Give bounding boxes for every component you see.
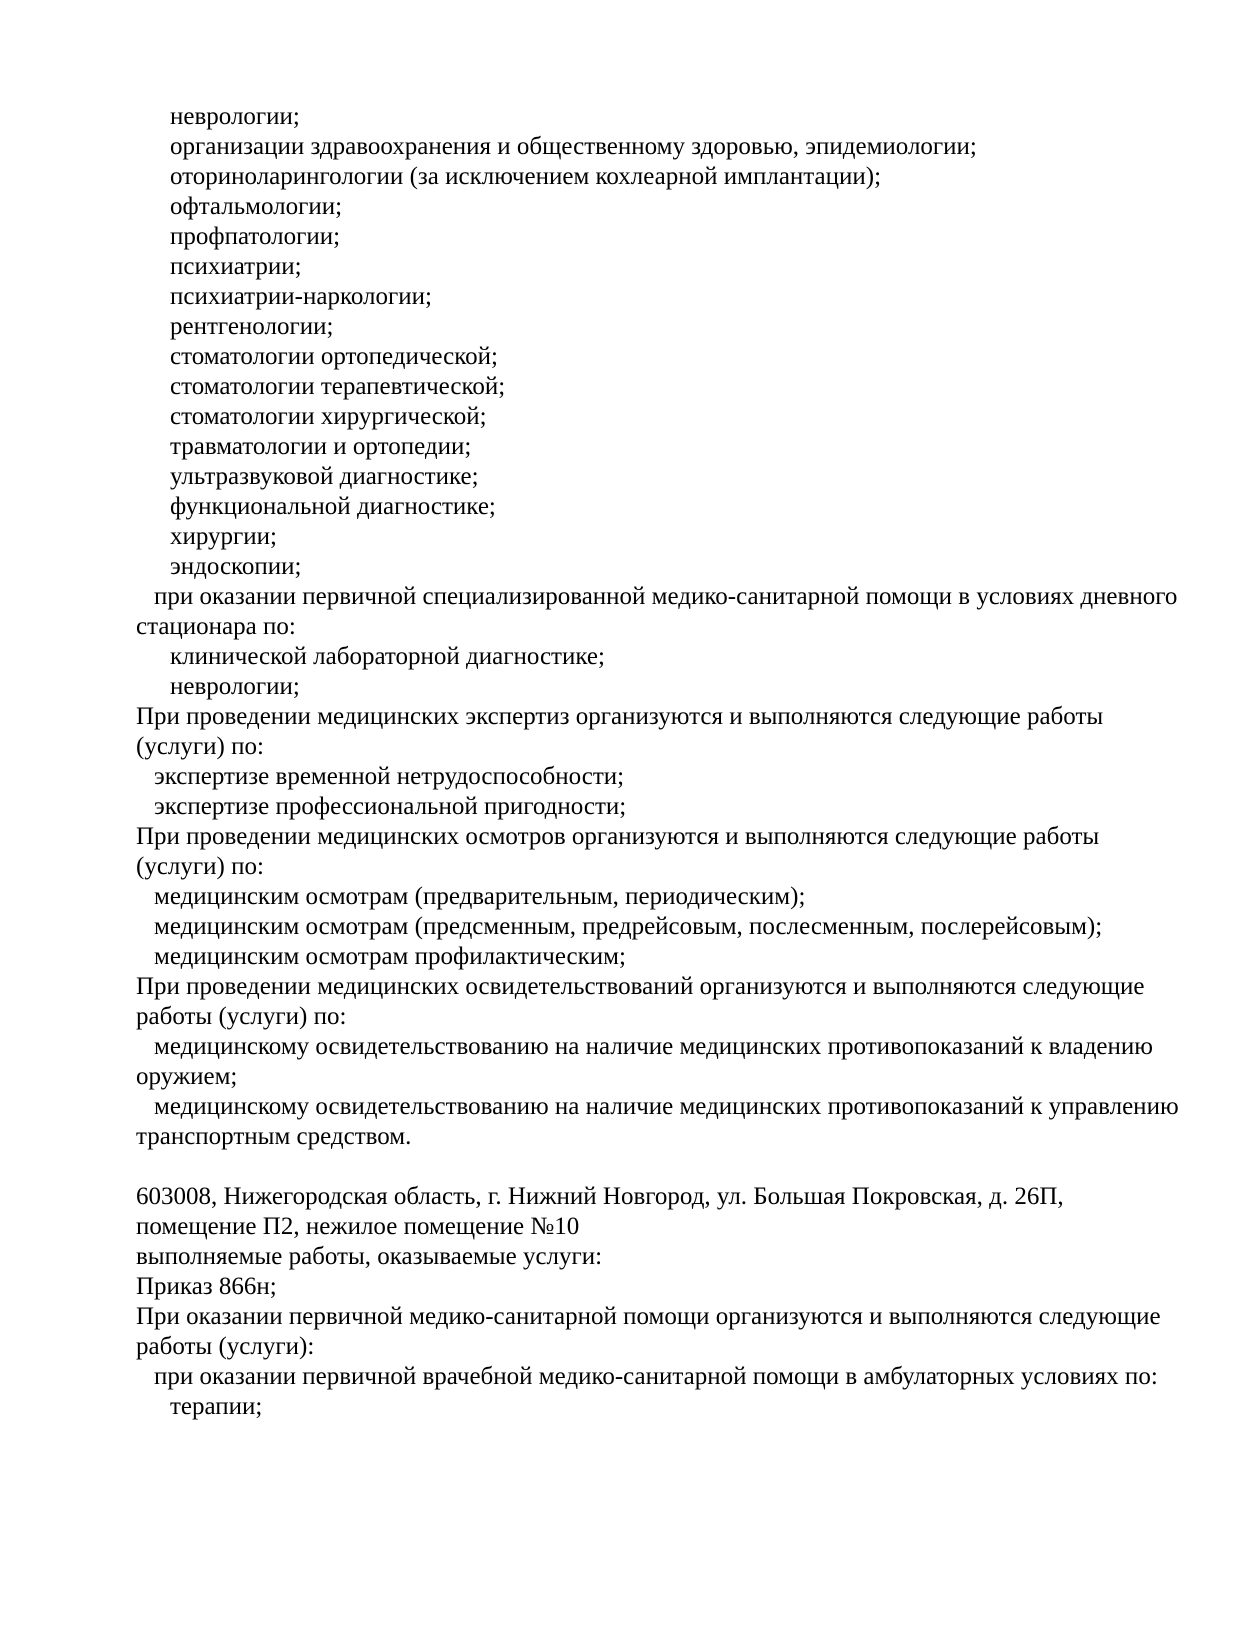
document-line: эндоскопии; [170,553,302,580]
document-line: функциональной диагностике; [170,493,496,520]
document-line: 603008, Нижегородская область, г. Нижний Новгород, ул. Большая Покровская, д. 26П, [136,1183,1064,1210]
document-line: (услуги) по: [136,853,264,880]
document-line: оружием; [136,1063,238,1090]
document-line: стоматологии хирургической; [170,403,487,430]
document-line: (услуги) по: [136,733,264,760]
document-text-block [136,102,1179,1422]
document-line: травматологии и ортопедии; [170,433,472,460]
document-line: работы (услуги) по: [136,1003,347,1030]
document-line: медицинским осмотрам (предсменным, предрейсовым, послесменным, послерейсовым); [154,913,1103,940]
document-line: транспортным средством. [136,1123,412,1150]
document-line: медицинскому освидетельствованию на наличие медицинских противопоказаний к владению [154,1033,1153,1060]
document-line: При проведении медицинских освидетельствований организуются и выполняются следующие [136,973,1145,1000]
document-line: При проведении медицинских осмотров организуются и выполняются следующие работы [136,823,1100,850]
document-line: неврологии; [170,103,300,130]
document-line: медицинскому освидетельствованию на наличие медицинских противопоказаний к управлению [154,1093,1179,1120]
document-line: офтальмологии; [170,193,343,220]
document-line: экспертизе временной нетрудоспособности; [154,763,625,790]
document-line: При проведении медицинских экспертиз организуются и выполняются следующие работы [136,703,1104,730]
document-line: рентгенологии; [170,313,334,340]
document-line: терапии; [170,1393,263,1420]
document-line: профпатологии; [170,223,341,250]
document-line: помещение П2, нежилое помещение №10 [136,1213,580,1240]
document-line: при оказании первичной врачебной медико-санитарной помощи в амбулаторных условиях по: [154,1363,1158,1390]
document-line: медицинским осмотрам (предварительным, периодическим); [154,883,806,910]
document-line: психиатрии-наркологии; [170,283,432,310]
document-line: психиатрии; [170,253,302,280]
document-line: организации здравоохранения и общественному здоровью, эпидемиологии; [170,133,977,160]
document-line: при оказании первичной специализированной медико-санитарной помощи в условиях дневного [154,583,1178,610]
document-line: выполняемые работы, оказываемые услуги: [136,1243,603,1270]
document-line: работы (услуги): [136,1333,315,1360]
document-line: экспертизе профессиональной пригодности; [154,793,627,820]
document-line: стоматологии терапевтической; [170,373,506,400]
document-line: При оказании первичной медико-санитарной помощи организуются и выполняются следующие [136,1303,1161,1330]
document-line: стоматологии ортопедической; [170,343,498,370]
document-line: хирургии; [170,523,278,550]
document-line: Приказ 866н; [136,1273,277,1300]
document-line: неврологии; [170,673,300,700]
document-line: медицинским осмотрам профилактическим; [154,943,626,970]
document-line: ультразвуковой диагностике; [170,463,479,490]
document-line: стационара по: [136,613,296,640]
document-line: оториноларингологии (за исключением кохлеарной имплантации); [170,163,882,190]
blank-line [136,1152,1150,1182]
document-line: клинической лабораторной диагностике; [170,643,605,670]
